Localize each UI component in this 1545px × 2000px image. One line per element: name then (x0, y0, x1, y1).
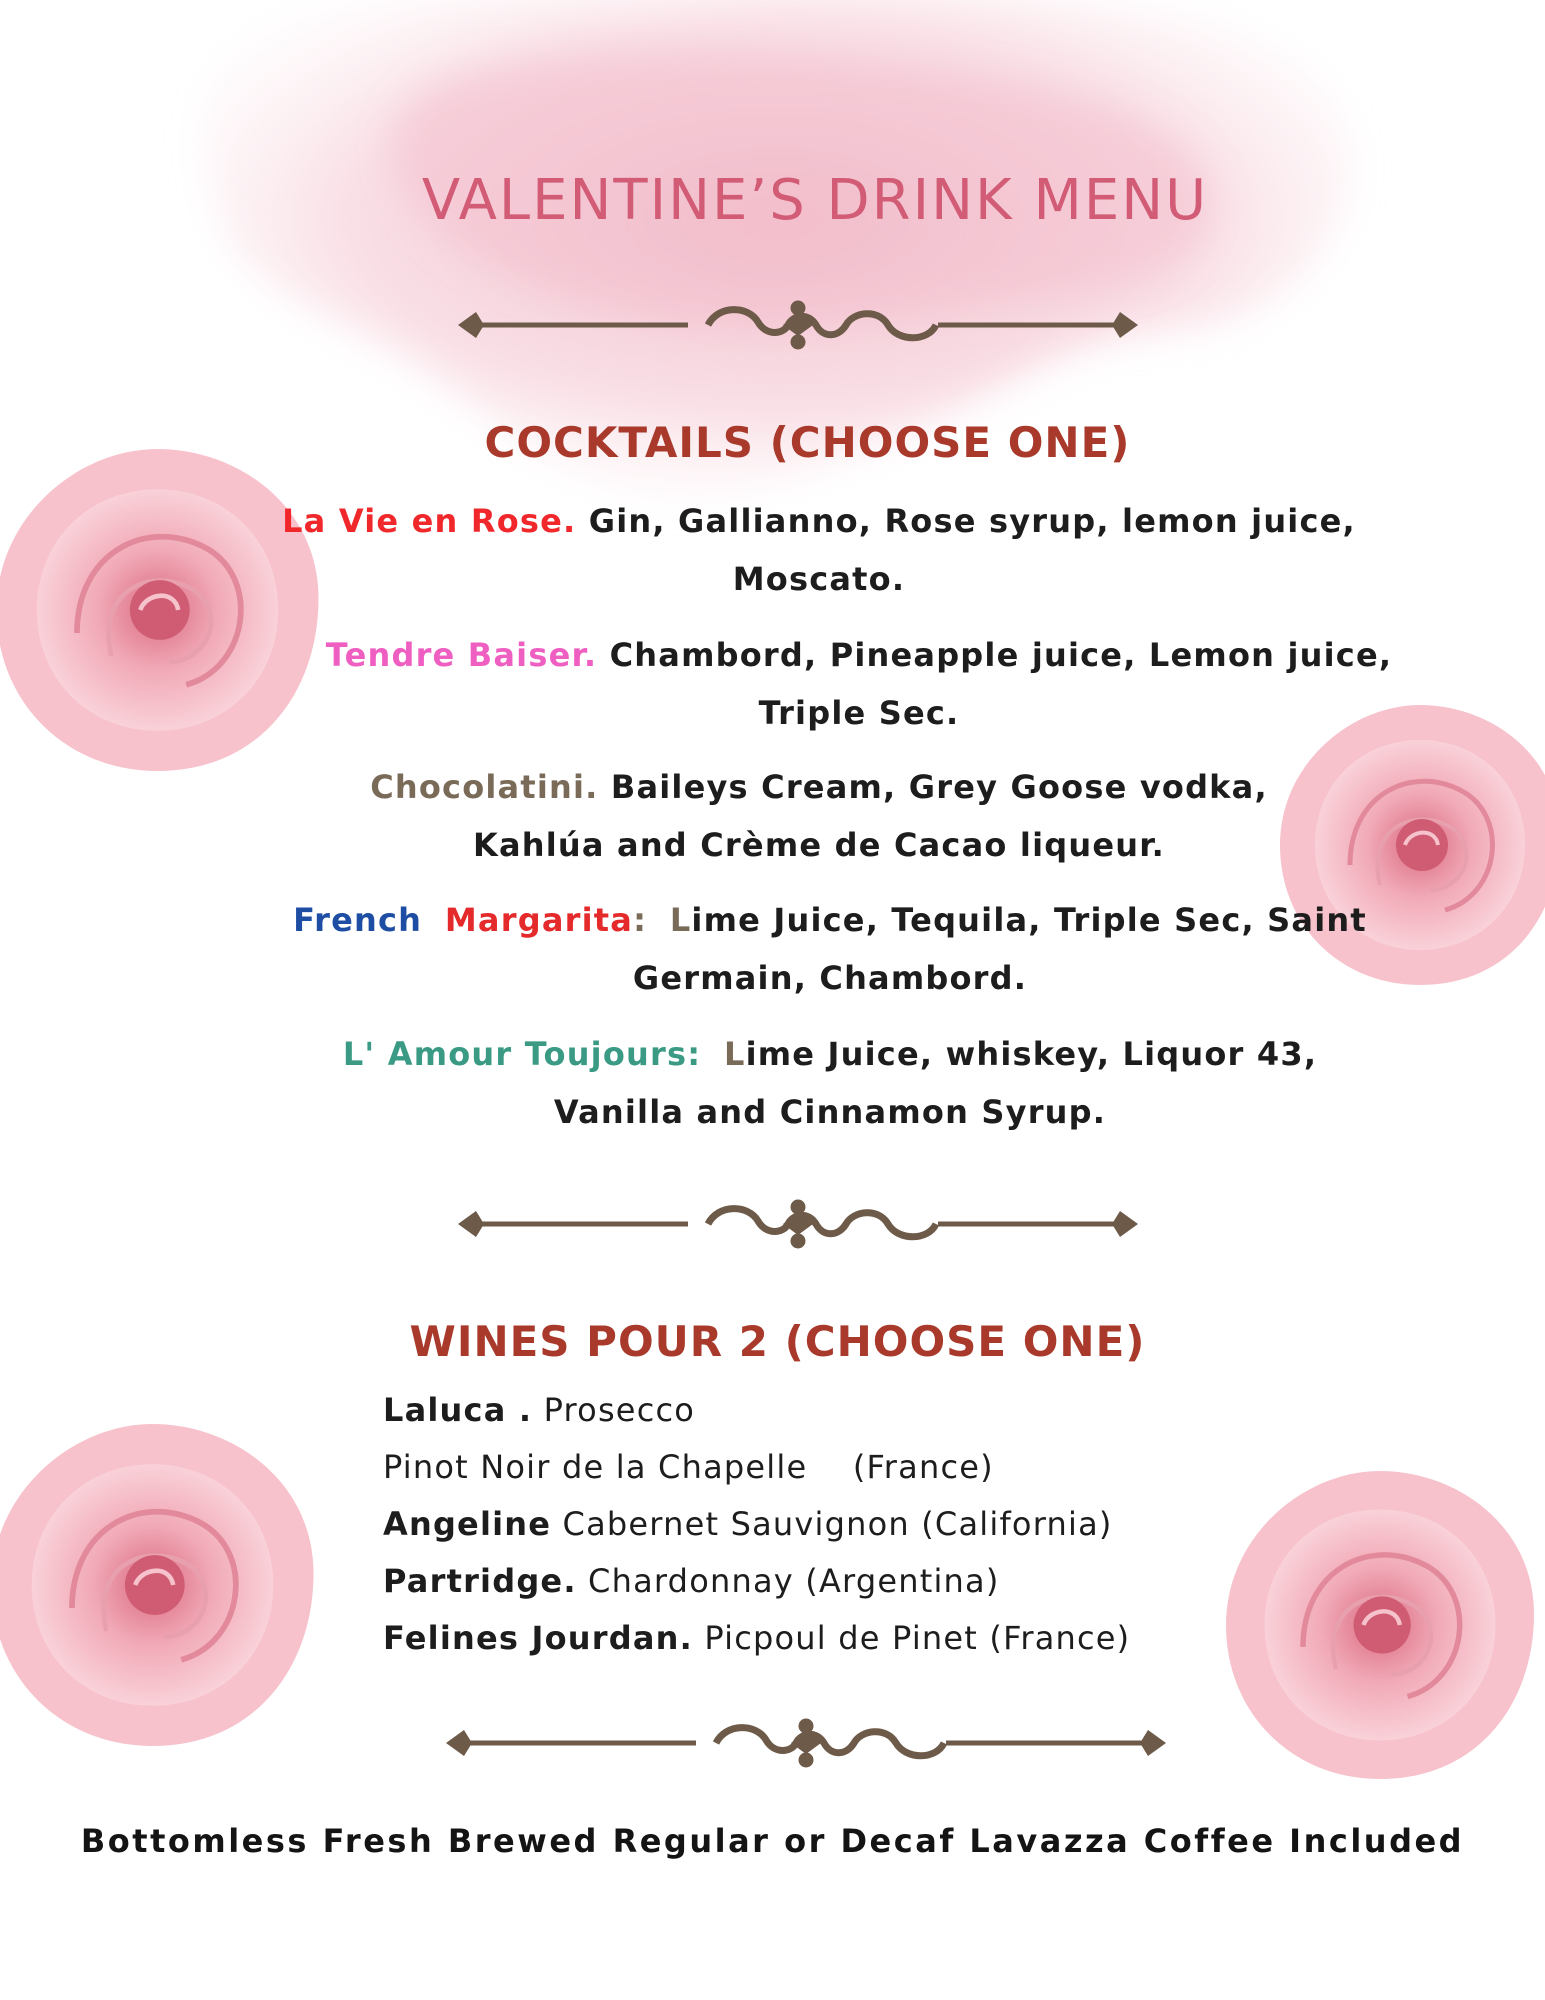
cocktail-name: Tendre Baiser. (325, 636, 598, 674)
cocktail-initial: L (669, 901, 692, 939)
list-item (383, 1553, 1130, 1610)
cocktail-description: Chambord, Pineapple juice, Lemon juice, Triple Sec. (597, 636, 1393, 732)
wine-description: Cabernet Sauvignon (California) (551, 1505, 1113, 1543)
rose-illustration (0, 425, 330, 795)
wines-heading: WINES POUR 2 (CHOOSE ONE) (409, 1317, 1146, 1366)
cocktail-punct: : (633, 901, 648, 939)
page-title: VALENTINE’S DRINK MENU (421, 168, 1209, 233)
wine-description: Picpoul de Pinet (France) (692, 1619, 1131, 1657)
footer-note: Bottomless Fresh Brewed Regular or Decaf Lavazza Coffee Included (80, 1822, 1465, 1860)
cocktail-item (300, 626, 1418, 742)
cocktails-heading: COCKTAILS (CHOOSE ONE) (484, 418, 1131, 467)
wine-name: Angeline (383, 1505, 552, 1543)
cocktail-name: La Vie en Rose. (282, 502, 577, 540)
cocktail-name-part: French (293, 901, 423, 939)
list-item (383, 1382, 1130, 1439)
watercolor-wash (150, 0, 1410, 560)
cocktail-name: Chocolatini. (370, 768, 599, 806)
cocktail-item (290, 891, 1370, 1007)
wine-description: Pinot Noir de la Chapelle (France) (383, 1448, 994, 1486)
list-item (383, 1496, 1130, 1553)
wine-description: Chardonnay (Argentina) (576, 1562, 1000, 1600)
ornamental-divider (446, 1708, 1166, 1778)
wine-name: Felines Jourdan. (383, 1619, 693, 1657)
cocktail-item (260, 492, 1378, 608)
cocktail-description: Baileys Cream, Grey Goose vodka, Kahlúa and Crème de Cacao liqueur. (472, 768, 1268, 864)
cocktail-item (300, 758, 1338, 874)
list-item (383, 1439, 1130, 1496)
rose-illustration (0, 1385, 325, 1785)
rose-illustration (1215, 1450, 1545, 1800)
ornamental-divider (458, 1189, 1138, 1259)
cocktail-initial: L (724, 1035, 746, 1073)
cocktail-name: L' Amour Toujours: (342, 1035, 702, 1073)
wine-name: Laluca . (383, 1391, 533, 1429)
cocktail-description: ime Juice, whiskey, Liquor 43, Vanilla and Cinnamon Syrup. (553, 1035, 1318, 1131)
cocktail-item (290, 1025, 1370, 1141)
cocktail-description: ime Juice, Tequila, Triple Sec, Saint Germain, Chambord. (632, 901, 1367, 997)
cocktail-description: Gin, Gallianno, Rose syrup, lemon juice, Moscato. (576, 502, 1356, 598)
cocktail-name-part: Margarita (444, 901, 634, 939)
wine-list (383, 1382, 1130, 1667)
ornamental-divider (458, 290, 1138, 360)
list-item (383, 1610, 1130, 1667)
wine-description: Prosecco (532, 1391, 696, 1429)
wine-name: Partridge. (383, 1562, 577, 1600)
